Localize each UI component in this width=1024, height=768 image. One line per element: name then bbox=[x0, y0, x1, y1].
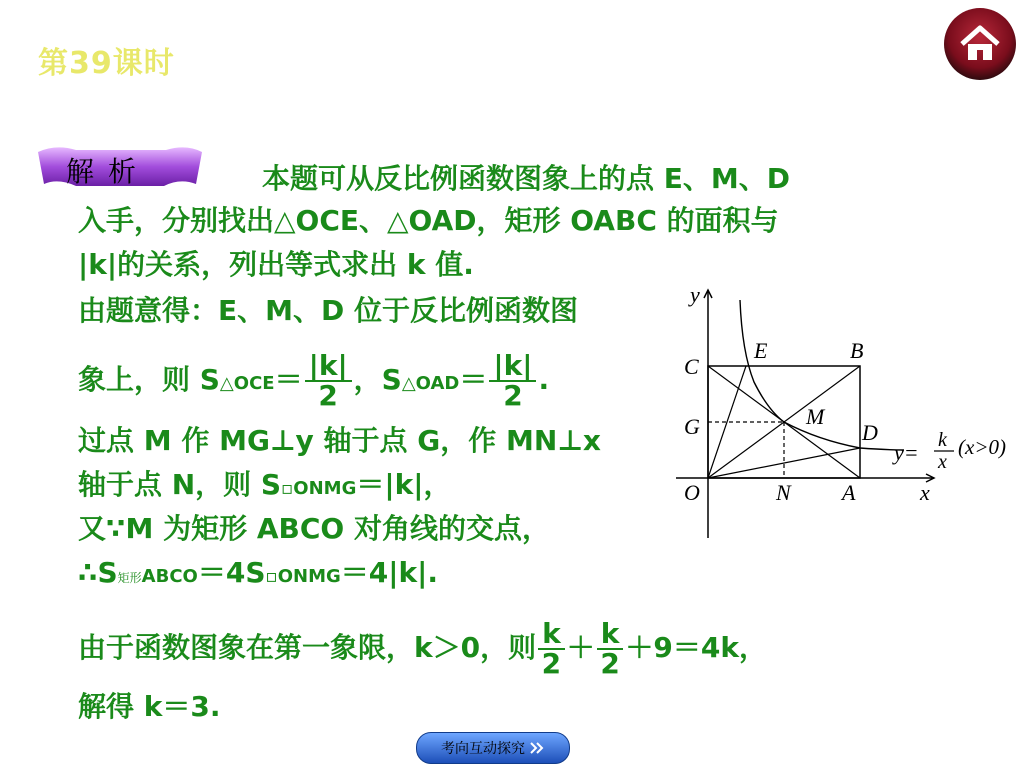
line5-sub-oce: △OCE bbox=[219, 373, 275, 394]
fraction-denominator: 2 bbox=[318, 379, 338, 412]
label-eq-den: x bbox=[938, 451, 947, 473]
label-eq-cond: (x>0) bbox=[958, 435, 1006, 459]
label-eq-num: k bbox=[938, 429, 947, 451]
fraction-k-over-2-b bbox=[489, 349, 536, 412]
text-line-9 bbox=[78, 554, 438, 597]
segment-oe bbox=[708, 366, 746, 478]
fraction-denominator: 2 bbox=[541, 647, 562, 680]
label-m: M bbox=[806, 404, 825, 429]
line9-rect-label: 矩形 bbox=[117, 571, 142, 585]
text-line-3: |k|的关系，列出等式求出 k 值. bbox=[78, 248, 474, 281]
text-line-2: 入手，分别找出△OCE、△OAD，矩形 OABC 的面积与 bbox=[78, 204, 779, 237]
analysis-tag-label: 解析 bbox=[66, 155, 151, 188]
label-c: C bbox=[684, 354, 699, 379]
fraction-k-over-2-d bbox=[597, 617, 624, 680]
hyperbola-rectangle-diagram bbox=[668, 282, 1024, 542]
fraction-denominator: 2 bbox=[503, 379, 523, 412]
line9-prefix: ∴S bbox=[78, 556, 118, 589]
chevron-right-icon bbox=[529, 741, 545, 755]
line5-period: . bbox=[538, 363, 550, 396]
line9-suffix: ＝4|k|. bbox=[340, 556, 438, 589]
line7-suffix: ＝|k|， bbox=[356, 468, 452, 501]
line9-mid: ＝4S bbox=[197, 556, 266, 589]
fraction-numerator: k bbox=[538, 620, 565, 650]
label-n: N bbox=[776, 480, 791, 505]
home-button[interactable] bbox=[944, 8, 1016, 80]
line5-sub-oad: △OAD bbox=[401, 373, 460, 394]
lesson-title: 第39课时 bbox=[38, 46, 175, 81]
label-g: G bbox=[684, 414, 700, 439]
fraction-k-over-2-c bbox=[538, 617, 565, 680]
fraction-numerator: |k| bbox=[305, 352, 352, 382]
label-b: B bbox=[850, 338, 864, 363]
text-line-10 bbox=[78, 617, 767, 680]
line10-plus: ＋ bbox=[566, 631, 595, 664]
text-line-6: 过点 M 作 MG⊥y 轴于点 G，作 MN⊥x bbox=[78, 424, 601, 457]
explore-nav-button[interactable] bbox=[416, 732, 570, 764]
text-line-7 bbox=[78, 466, 451, 508]
line5-comma: ，S bbox=[353, 363, 402, 396]
fraction-numerator: k bbox=[597, 620, 624, 650]
label-x: x bbox=[920, 480, 930, 505]
line9-sub-onmg: ▫ONMG bbox=[265, 566, 341, 587]
line7-prefix: 轴于点 N，则 S bbox=[78, 468, 282, 501]
line7-sub: ▫ONMG bbox=[281, 478, 357, 499]
fraction-k-over-2-a bbox=[305, 349, 352, 412]
line10-prefix: 由于函数图象在第一象限，k＞0，则 bbox=[78, 631, 537, 664]
line5-eq2: ＝ bbox=[459, 363, 488, 396]
text-line-11: 解得 k＝3. bbox=[78, 690, 221, 723]
line10-suffix: ＋9＝4k， bbox=[625, 631, 767, 664]
home-icon bbox=[958, 24, 1002, 64]
label-a: A bbox=[842, 480, 856, 505]
explore-nav-label: 考向互动探究 bbox=[441, 741, 525, 757]
label-y: y bbox=[690, 282, 700, 307]
label-eq-left: y= bbox=[894, 440, 919, 465]
text-line-4: 由题意得：E、M、D 位于反比例函数图 bbox=[78, 294, 578, 327]
line5-prefix: 象上，则 S bbox=[78, 363, 220, 396]
text-line-8: 又∵M 为矩形 ABCO 对角线的交点， bbox=[78, 512, 550, 545]
line5-eq1: ＝ bbox=[274, 363, 303, 396]
text-line-1: 本题可从反比例函数图象上的点 E、M、D bbox=[262, 162, 790, 195]
fraction-numerator: |k| bbox=[489, 352, 536, 382]
label-o: O bbox=[684, 480, 700, 505]
label-d: D bbox=[862, 420, 878, 445]
line9-sub-abco: ABCO bbox=[141, 566, 198, 587]
text-line-5 bbox=[78, 349, 550, 412]
fraction-denominator: 2 bbox=[600, 647, 620, 680]
label-e: E bbox=[754, 338, 768, 363]
